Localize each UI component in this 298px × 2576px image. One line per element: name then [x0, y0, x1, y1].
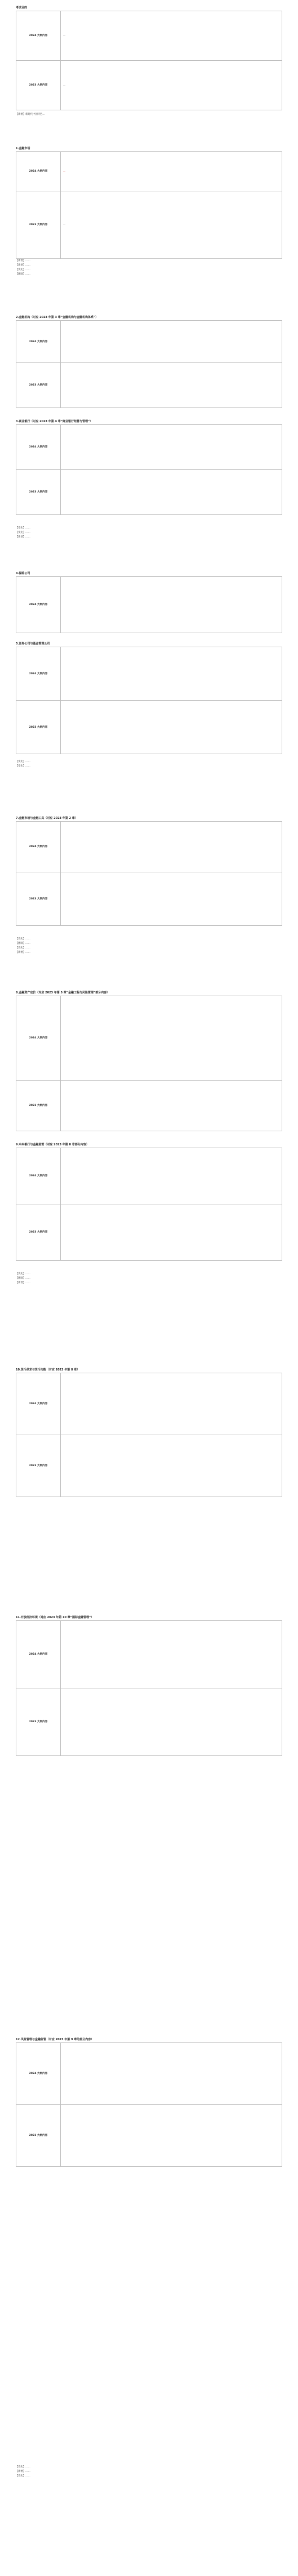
row-text [61, 1081, 282, 1131]
year-label: 2024 大纲内容 [16, 1621, 61, 1688]
table-row [16, 1688, 282, 1756]
table-row [16, 425, 282, 470]
table-row [16, 1373, 282, 1435]
row-text [61, 1688, 282, 1756]
row-text [61, 577, 282, 633]
year-label: 2024 大纲内容 [16, 996, 61, 1081]
note-line: 【变化】…… [16, 760, 30, 763]
row-text [61, 363, 282, 408]
table-row [16, 2043, 282, 2105]
year-label: 2024 大纲内容 [16, 1373, 61, 1435]
table-row [16, 1435, 282, 1497]
section-4 [16, 571, 282, 633]
top-label: 考试目的 [16, 6, 28, 10]
table-row [16, 11, 282, 61]
intro-table [16, 11, 282, 110]
note-line: 【变化】…… [16, 527, 30, 530]
note-line: 【变化】…… [16, 765, 30, 768]
table-row [16, 2105, 282, 2167]
note-line: 【变化】…… [16, 268, 30, 271]
year-label: 2023 大纲内容 [16, 1688, 61, 1756]
section-heading: 9.中央银行与金融监管（对应 2023 年第 8 章部分内容） [16, 1143, 89, 1146]
table-row [16, 1621, 282, 1688]
year-label: 2023 大纲内容 [16, 191, 61, 259]
section-intro [16, 6, 282, 110]
section-5 [16, 642, 282, 754]
row-text [61, 872, 282, 926]
section-10 [16, 1368, 282, 1497]
section-heading: 11.开放经济环境（对应 2023 年第 10 章“国际金融管理”） [16, 1616, 94, 1619]
section-9 [16, 1143, 282, 1261]
year-label: 2023 大纲内容 [16, 1081, 61, 1131]
year-label: 2024 大纲内容 [16, 11, 61, 61]
table-row [16, 363, 282, 408]
row-text [61, 1435, 282, 1497]
year-label: 2023 大纲内容 [16, 1435, 61, 1497]
row-text [61, 1373, 282, 1435]
section-heading: 7.金融市场与金融工具（对应 2023 年第 2 章） [16, 817, 78, 820]
table-row [16, 647, 282, 701]
section-heading: 1.金融市场 [16, 147, 30, 150]
intro-note: 【新增】新时代中国特色… [16, 113, 45, 116]
section-table [16, 320, 282, 408]
section-2 [16, 315, 282, 408]
year-label: 2023 大纲内容 [16, 1204, 61, 1261]
section-table [16, 1373, 282, 1497]
row-text [61, 1204, 282, 1261]
section-1 [16, 146, 282, 259]
table-row [16, 191, 282, 259]
section-table [16, 647, 282, 754]
table-row [16, 152, 282, 191]
table-row [16, 701, 282, 754]
row-text [61, 425, 282, 470]
row-text: … [61, 152, 282, 191]
row-text [61, 996, 282, 1081]
note-line: 【变化】…… [16, 938, 30, 940]
year-label: 2024 大纲内容 [16, 647, 61, 701]
row-text [61, 1148, 282, 1204]
note-line: 【新增】…… [16, 2470, 30, 2473]
note-line: 【新增】…… [16, 259, 30, 262]
section-table [16, 996, 282, 1131]
note-line: 【变化】…… [16, 531, 30, 534]
table-row [16, 872, 282, 926]
note-line: 【新增】…… [16, 264, 30, 267]
year-label: 2024 大纲内容 [16, 822, 61, 872]
section-heading: 8.金融资产定价（对应 2023 年第 5 章“金融工程与风险管理”部分内容） [16, 991, 110, 994]
row-text [61, 470, 282, 515]
section-8 [16, 991, 282, 1131]
section-table [16, 151, 282, 259]
section-heading: 10.货币供求与货币均衡（对应 2023 年第 8 章） [16, 1368, 80, 1372]
year-label: 2023 大纲内容 [16, 61, 61, 110]
year-label: 2023 大纲内容 [16, 470, 61, 515]
year-label: 2024 大纲内容 [16, 425, 61, 470]
table-row [16, 1204, 282, 1261]
note-line: 【删除】…… [16, 273, 30, 276]
section-7 [16, 816, 282, 926]
section7-notes [16, 937, 282, 955]
note-line: 【新增】…… [16, 951, 30, 954]
table-row [16, 1148, 282, 1204]
note-line: 【删除】…… [16, 942, 30, 945]
row-text [61, 1621, 282, 1688]
final-notes [16, 2465, 282, 2479]
section-table [16, 1620, 282, 1756]
year-label: 2023 大纲内容 [16, 701, 61, 754]
table-row [16, 321, 282, 363]
row-text [61, 822, 282, 872]
year-label: 2024 大纲内容 [16, 152, 61, 191]
section-heading: 12.风险管理与金融监管（对应 2023 年第 9 章的部分内容） [16, 2038, 94, 2041]
year-label: 2024 大纲内容 [16, 1148, 61, 1204]
section-3 [16, 419, 282, 515]
section-table [16, 424, 282, 515]
section-table [16, 1148, 282, 1261]
section-11 [16, 1615, 282, 1756]
section-heading: 2.金融机构（对应 2023 年第 3 章“金融机构与金融机构体系”） [16, 316, 99, 319]
year-label: 2024 大纲内容 [16, 2043, 61, 2105]
note-line: 【变化】…… [16, 947, 30, 949]
section9-notes [16, 1272, 282, 1285]
year-label: 2023 大纲内容 [16, 363, 61, 408]
row-text [61, 2105, 282, 2167]
note-line: 【变化】…… [16, 2475, 30, 2478]
section1-notes [16, 259, 282, 277]
row-text: … [61, 191, 282, 259]
section-12 [16, 2037, 282, 2167]
year-label: 2023 大纲内容 [16, 2105, 61, 2167]
year-label: 2023 大纲内容 [16, 872, 61, 926]
table-row [16, 470, 282, 515]
table-row [16, 822, 282, 872]
row-text: … [61, 11, 282, 61]
row-text [61, 2043, 282, 2105]
table-row [16, 577, 282, 633]
section-table [16, 576, 282, 633]
row-text [61, 701, 282, 754]
section-heading: 4.保险公司 [16, 572, 30, 575]
section-table [16, 821, 282, 926]
section-table [16, 2042, 282, 2167]
row-text [61, 321, 282, 363]
section5-notes [16, 760, 282, 769]
row-text [61, 647, 282, 701]
note-line: 【变化】…… [16, 1273, 30, 1275]
note-line: 【删除】…… [16, 1277, 30, 1280]
note-line: 【新增】…… [16, 536, 30, 539]
table-row [16, 996, 282, 1081]
section-heading: 3.商业银行（对应 2023 年第 4 章“商业银行经营与管理”） [16, 420, 93, 423]
row-text: … [61, 61, 282, 110]
note-line: 【新增】…… [16, 1282, 30, 1284]
section-heading: 5.证券公司与基金管理公司 [16, 642, 50, 646]
section3-notes [16, 526, 282, 540]
table-row [16, 1081, 282, 1131]
year-label: 2024 大纲内容 [16, 577, 61, 633]
year-label: 2024 大纲内容 [16, 321, 61, 363]
note-line: 【变化】…… [16, 2466, 30, 2469]
table-row [16, 61, 282, 110]
